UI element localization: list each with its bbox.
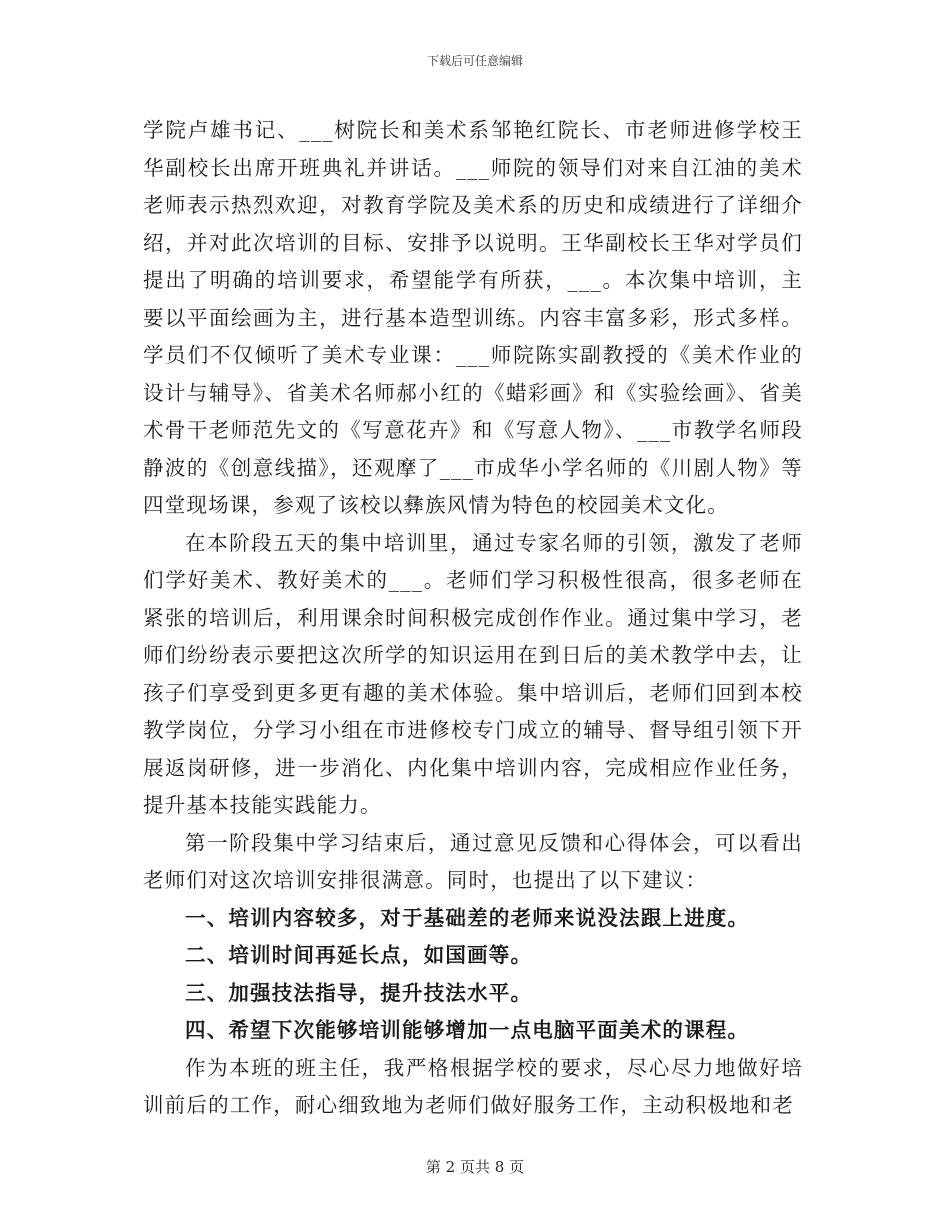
document-body [143, 112, 803, 1125]
suggestion-item-1: 一、培训内容较多，对于基础差的老师来说没法跟上进度。 [185, 905, 750, 930]
paragraph-head-teacher: 作为本班的班主任，我严格根据学校的要求，尽心尽力地做好培训前后的工作，耐心细致地为老师们做好服务工作，主动积极地和老 [143, 1055, 803, 1117]
paragraph-opening-ceremony: 学院卢雄书记、___树院长和美术系邹艳红院长、市老师进修学校王华副校长出席开班典礼并讲话。___师院的领导们对来自江油的美术老师表示热烈欢迎，对教育学院及美术系的历史和成绩进行了详细介绍，并对此次培训的目标、安排予以说明。王华副校长王华对学员们提出了明确的培训要求，希望能学有所获，___。本次集中培训，主要以平面绘画为主，进行基本造型训练。内容丰富多彩，形式多样。学员们不仅倾听了美术专业课：___师院陈实副教授的《美术作业的设计与辅导》、省美术名师郝小红的《蜡彩画》和《实验绘画》、省美术骨干老师范先文的《写意花卉》和《写意人物》、___市教学名师段静波的《创意线描》，还观摩了___市成华小学名师的《川剧人物》等四堂现场课，参观了该校以彝族风情为特色的校园美术文化。 [143, 118, 803, 517]
page-number-footer: 第 2 页共 8 页 [425, 1158, 525, 1176]
paragraph-feedback-intro: 第一阶段集中学习结束后，通过意见反馈和心得体会，可以看出老师们对这次培训安排很满意。同时，也提出了以下建议： [143, 830, 803, 892]
suggestion-item-3: 三、加强技法指导，提升技法水平。 [185, 980, 533, 1005]
suggestion-item-2: 二、培训时间再延长点，如国画等。 [185, 943, 533, 967]
paragraph-training-outcome: 在本阶段五天的集中培训里，通过专家名师的引领，激发了老师们学好美术、教好美术的___。老师们学习积极性很高，很多老师在紧张的培训后，利用课余时间积极完成创作作业。通过集中学习，老师们纷纷表示要把这次所学的知识运用在到日后的美术教学中去，让孩子们享受到更多更有趣的美术体验。集中培训后，老师们回到本校教学岗位，分学习小组在市进修校专门成立的辅导、督导组引领下开展返岗研修，进一步消化、内化集中培训内容，完成相应作业任务，提升基本技能实践能力。 [143, 530, 803, 817]
suggestion-item-4: 四、希望下次能够培训能够增加一点电脑平面美术的课程。 [185, 1018, 750, 1042]
page-header: 下载后可任意编辑 [426, 54, 523, 68]
